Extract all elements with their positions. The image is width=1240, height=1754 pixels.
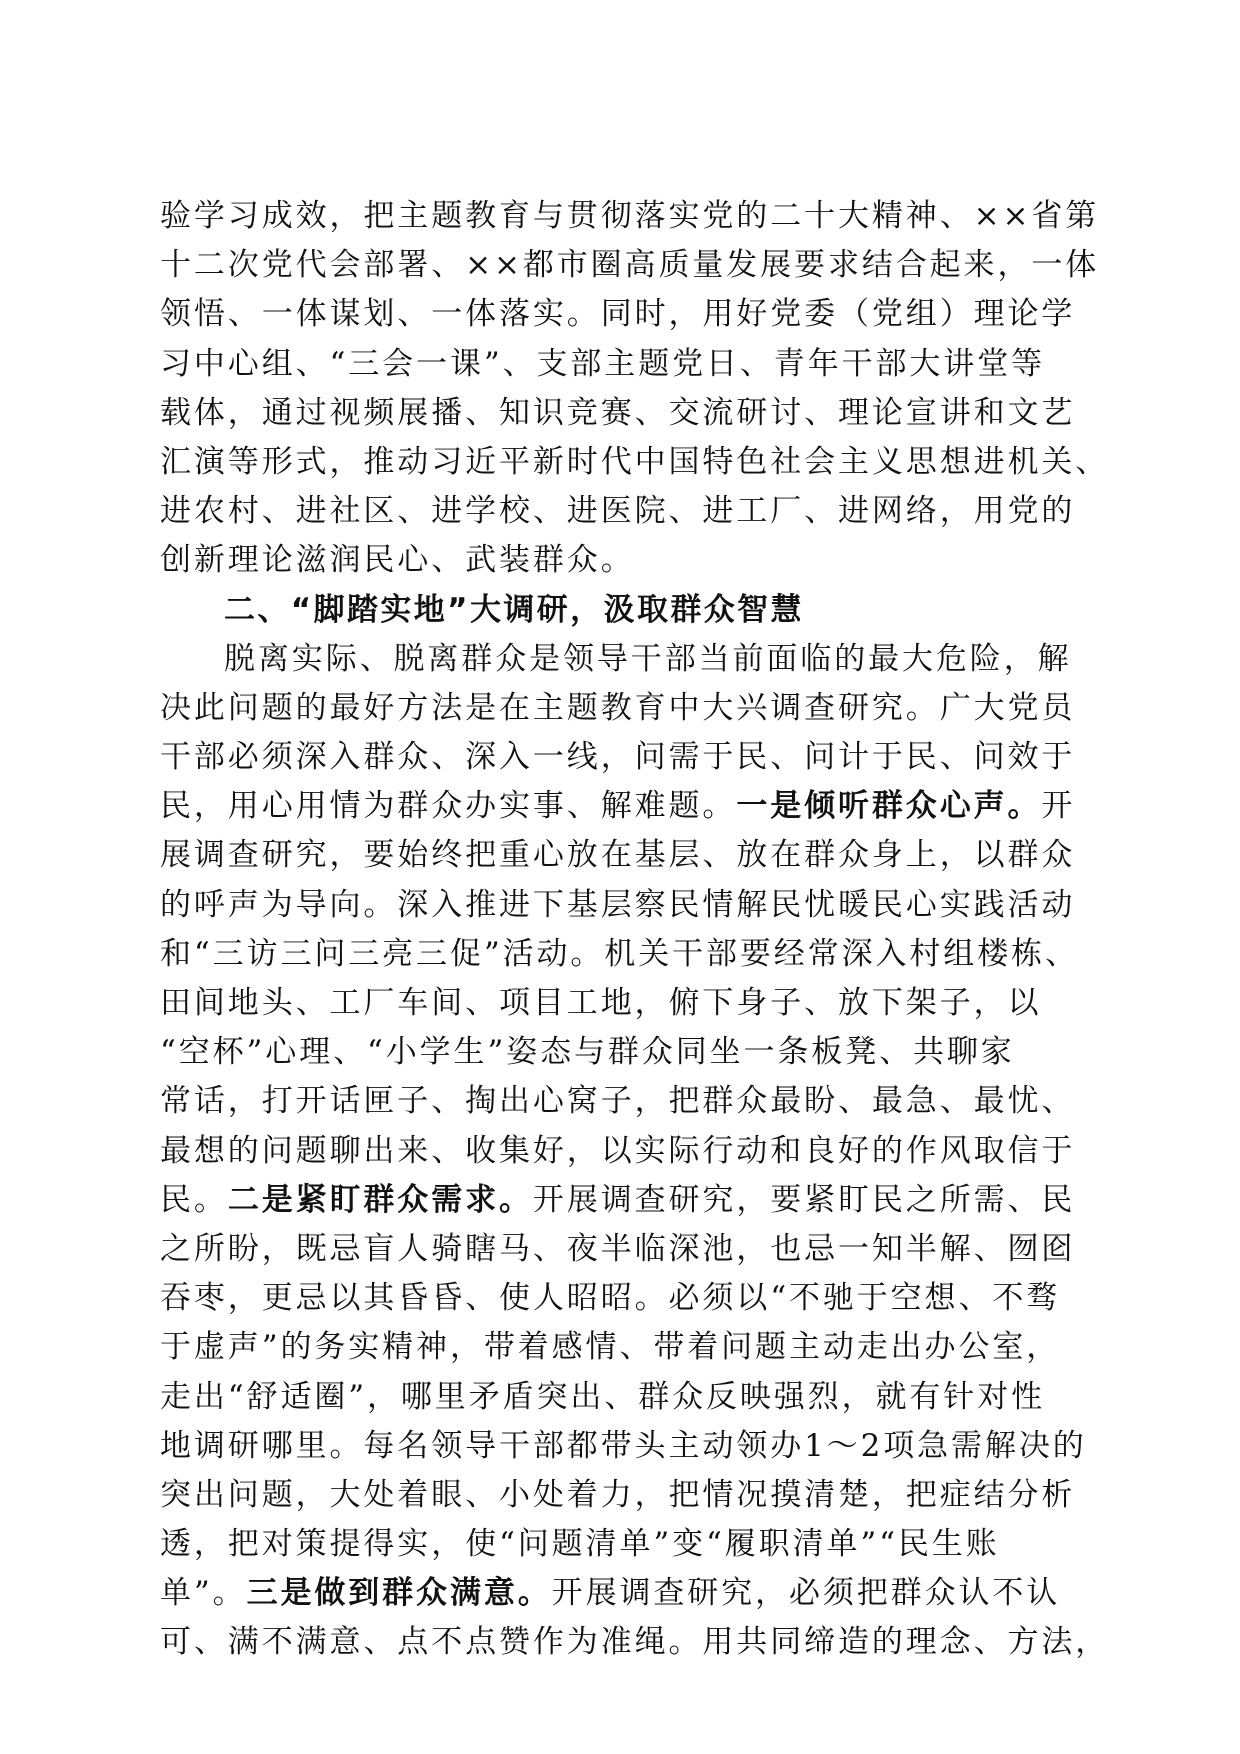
body-line: [160, 782, 1080, 831]
line-text: 开展调查研究，必须把群众认不认: [551, 1575, 1061, 1612]
bold-point-2: 二是紧盯群众需求。: [227, 1181, 533, 1218]
body-line: 吞枣，更忌以其昏昏、使人昭昭。必须以“不驰于空想、不骛: [160, 1280, 1061, 1317]
body-line: [160, 1176, 1080, 1225]
body-line: 之所盼，既忌盲人骑瞎马、夜半临深池，也忌一知半解、囫囵: [160, 1230, 1076, 1267]
body-line: 领悟、一体谋划、一体落实。同时，用好党委（党组）理论学: [160, 296, 1076, 333]
body-line: 干部必须深入群众、深入一线，问需于民、问计于民、问效于: [160, 739, 1076, 776]
line-text: 开: [1041, 788, 1076, 825]
body-line: 突出问题，大处着眼、小处着力，把情况摸清楚，把症结分析: [160, 1476, 1076, 1513]
body-line: 展调查研究，要始终把重心放在基层、放在群众身上，以群众: [160, 837, 1076, 874]
line-text: 民，用心用情为群众办实事、解难题。: [160, 788, 737, 825]
body-line: “空杯”心理、“小学生”姿态与群众同坐一条板凳、共聊家: [160, 1034, 1015, 1071]
body-line: 验学习成效，把主题教育与贯彻落实党的二十大精神、××省第: [160, 198, 1100, 234]
line-text: 民。: [160, 1181, 228, 1218]
line-text: 开展调查研究，要紧盯民之所需、民: [532, 1181, 1076, 1218]
body-line: 进农村、进社区、进学校、进医院、进工厂、进网络，用党的: [160, 493, 1076, 530]
section-heading: 二、“脚踏实地”大调研，汲取群众智慧: [224, 591, 804, 628]
body-line: 十二次党代会部署、××都市圈高质量发展要求结合起来，一体: [160, 247, 1100, 284]
body-line: 走出“舒适圈”，哪里矛盾突出、群众反映强烈，就有针对性: [160, 1378, 1045, 1415]
body-line: 脱离实际、脱离群众是领导干部当前面临的最大危险，解: [224, 640, 1072, 677]
bold-point-3: 三是做到群众满意。: [246, 1575, 552, 1612]
body-line: 和“三访三问三亮三促”活动。机关干部要经常深入村组楼栋、: [160, 935, 1079, 972]
body-line: 透，把对策提得实，使“问题清单”变“履职清单”“民生账: [160, 1526, 1000, 1563]
line-text: 单”。: [160, 1575, 247, 1612]
body-line: 常话，打开话匣子、掏出心窝子，把群众最盼、最急、最忧、: [160, 1083, 1076, 1120]
bold-point-1: 一是倾听群众心声。: [736, 788, 1042, 825]
body-line: 的呼声为导向。深入推进下基层察民情解民忧暖民心实践活动: [160, 886, 1076, 923]
body-line: 地调研哪里。每名领导干部都带头主动领办1～2项急需解决的: [160, 1427, 1087, 1464]
body-line: 可、满不满意、点不点赞作为准绳。用共同缔造的理念、方法，: [160, 1624, 1110, 1661]
body-line: [160, 1569, 1080, 1618]
body-line: 最想的问题聊出来、收集好，以实际行动和良好的作风取信于: [160, 1132, 1076, 1169]
body-line: 田间地头、工厂车间、项目工地，俯下身子、放下架子，以: [160, 985, 1042, 1021]
body-line: 习中心组、“三会一课”、支部主题党日、青年干部大讲堂等: [160, 345, 1045, 382]
body-line: 决此问题的最好方法是在主题教育中大兴调查研究。广大党员: [160, 689, 1076, 726]
body-line: 于虚声”的务实精神，带着感情、带着问题主动走出办公室，: [160, 1329, 1061, 1366]
document-page: [160, 192, 1110, 1668]
body-line: 创新理论滋润民心、武装群众。: [160, 542, 635, 579]
body-line: 汇演等形式，推动习近平新时代中国特色社会主义思想进机关、: [160, 443, 1110, 480]
body-line: 载体，通过视频展播、知识竞赛、交流研讨、理论宣讲和文艺: [160, 394, 1076, 431]
